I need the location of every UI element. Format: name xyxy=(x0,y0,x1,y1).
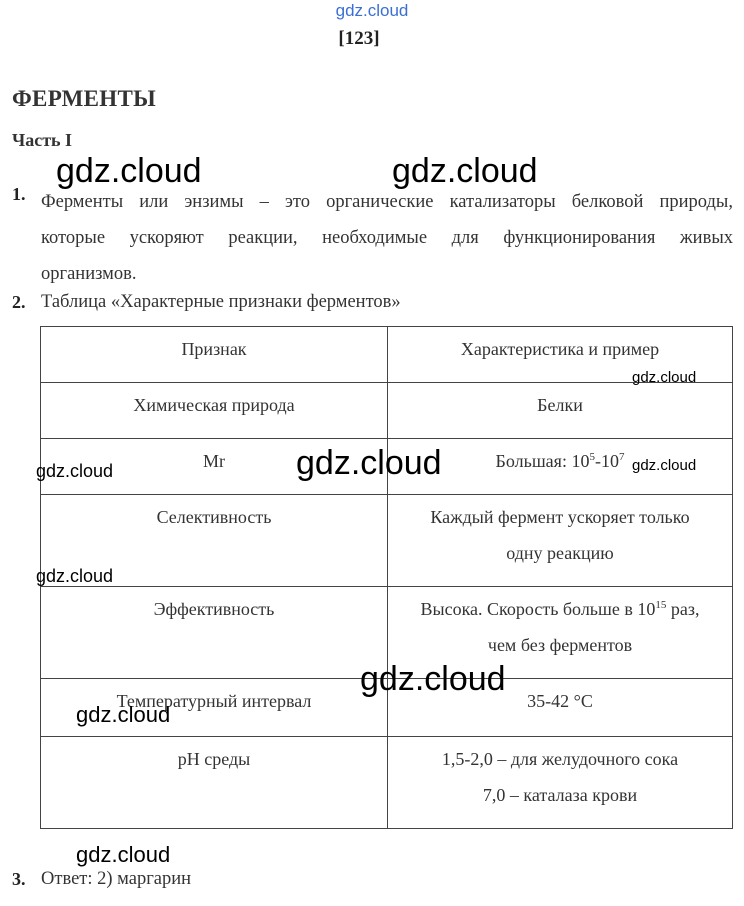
eff-prefix: Высока. Скорость больше в 10 xyxy=(420,599,656,619)
page-title: ФЕРМЕНТЫ xyxy=(12,86,156,111)
item-1-line-1: Ферменты или энзимы – это органические катализаторы белковой природы, xyxy=(41,192,733,212)
eff-suffix: раз, xyxy=(666,599,700,619)
characteristic-cell xyxy=(388,737,733,829)
feature-cell: Селективность xyxy=(41,495,388,587)
watermark: gdz.cloud xyxy=(76,842,171,867)
table-row xyxy=(41,495,733,587)
mr-prefix: Большая: 10 xyxy=(495,451,590,471)
characteristic-line-1: Каждый фермент ускоряет только xyxy=(430,507,690,527)
characteristic-cell: Белки xyxy=(388,383,733,439)
characteristic-cell: 35-42 °С xyxy=(388,679,733,737)
mr-mid: -10 xyxy=(594,451,619,471)
characteristic-line-1 xyxy=(394,591,726,627)
watermark: gdz.cloud xyxy=(632,457,697,474)
watermark: gdz.cloud xyxy=(360,660,506,698)
table-row xyxy=(41,383,733,439)
feature-cell: Mr xyxy=(41,439,388,495)
item-3-text: Ответ: 2) маргарин xyxy=(41,869,192,889)
table-header-feature: Признак xyxy=(41,327,388,383)
item-1-line-3: организмов. xyxy=(41,264,137,284)
watermark: gdz.cloud xyxy=(392,152,538,190)
item-number-1: 1. xyxy=(12,184,26,204)
watermark: gdz.cloud xyxy=(296,444,442,482)
mr-exp-2: 7 xyxy=(618,451,625,463)
watermark: gdz.cloud xyxy=(56,152,202,190)
item-1-text xyxy=(41,184,733,292)
characteristic-line-2: одну реакцию xyxy=(506,543,614,563)
item-1-line-2: которые ускоряют реакции, необходимые для функционирования живых xyxy=(41,228,733,248)
characteristic-cell xyxy=(388,495,733,587)
part-heading: Часть I xyxy=(12,130,73,150)
feature-cell: Эффективность xyxy=(41,587,388,679)
eff-exp: 15 xyxy=(655,599,667,611)
item-2-text: Таблица «Характерные признаки ферментов» xyxy=(41,292,401,312)
table-header-row xyxy=(41,327,733,383)
header-watermark: gdz.cloud xyxy=(335,1,409,20)
watermark: gdz.cloud xyxy=(632,369,697,386)
watermark: gdz.cloud xyxy=(76,702,171,727)
table-header-characteristic: Характеристика и пример xyxy=(388,327,733,383)
mr-exp-1: 5 xyxy=(589,451,595,463)
watermark: gdz.cloud xyxy=(36,566,114,586)
features-table xyxy=(40,326,733,829)
characteristic-line-1: 1,5-2,0 – для желудочного сока xyxy=(441,749,679,769)
item-number-2: 2. xyxy=(12,292,26,312)
watermark: gdz.cloud xyxy=(36,461,114,481)
feature-cell: pH среды xyxy=(41,737,388,829)
feature-cell: Химическая природа xyxy=(41,383,388,439)
page-number: [123] xyxy=(338,28,380,49)
table-row xyxy=(41,737,733,829)
characteristic-line-2: чем без ферментов xyxy=(487,635,633,655)
characteristic-line-2: 7,0 – каталаза крови xyxy=(482,785,638,805)
item-number-3: 3. xyxy=(12,869,26,889)
feature-cell: Температурный интервал xyxy=(41,679,388,737)
